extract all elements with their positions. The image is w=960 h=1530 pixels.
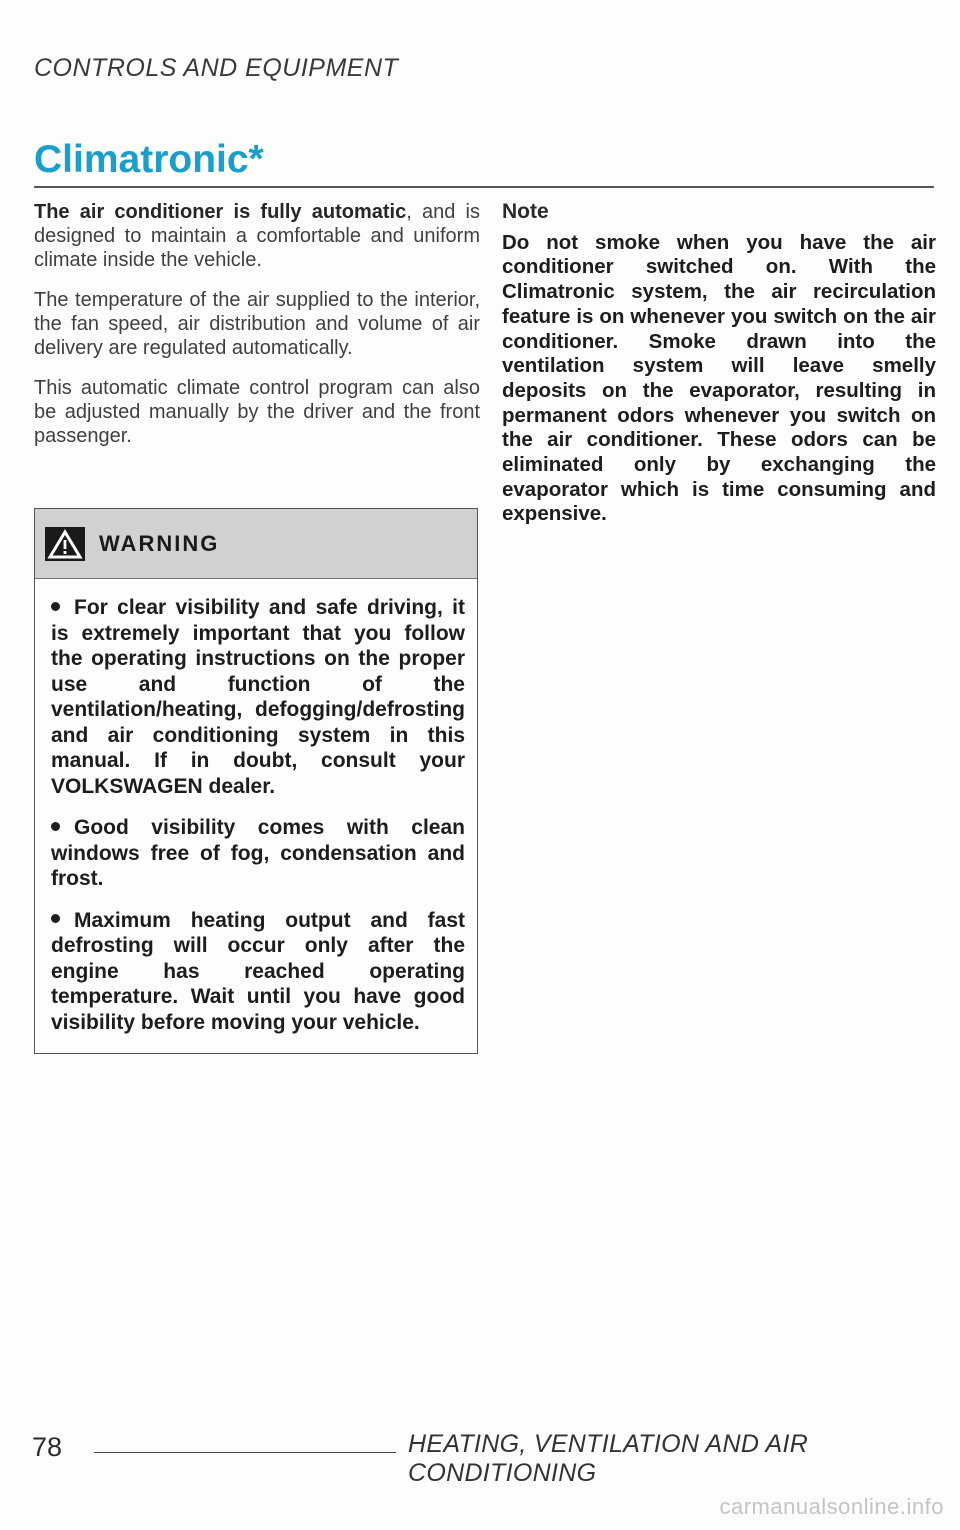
chapter-title: HEATING, VENTILATION AND AIR CONDITIONING (408, 1430, 809, 1487)
bullet-icon (51, 822, 60, 831)
warning-list (35, 579, 477, 1035)
warning-item-text: Good visibility comes with clean windows free of fog, condensation and frost. (51, 816, 465, 890)
warning-item (47, 595, 465, 799)
page-title: Climatronic* (34, 138, 264, 181)
intro-lead: The air conditioner is fully automatic (34, 201, 407, 223)
paragraph-temperature: The temperature of the air supplied to the interior, the fan speed, air distribution and volume of air delivery are regulated automatically. (34, 289, 480, 359)
warning-item (47, 908, 465, 1036)
intro-rest: , and is designed to maintain a comfortable and uniform climate inside the vehicle. (34, 201, 481, 271)
page-number: 78 (32, 1432, 63, 1462)
warning-item-text: Maximum heating output and fast defrosting will occur only after the engine has reached operating temperature. Wait until you have good visibility before moving your vehicle. (51, 908, 465, 1034)
paragraph-manual-adjust: This automatic climate control program can also be adjusted manually by the driver and the front passenger. (34, 377, 480, 447)
warning-title: WARNING (99, 530, 220, 556)
warning-triangle-icon (45, 527, 85, 561)
warning-box (34, 508, 478, 1054)
intro-paragraph (34, 200, 480, 272)
warning-item-text: For clear visibility and safe driving, it is extremely important that you follow the operating instructions on the proper use and function of the ventilation/heating, defogging/defrosting and air conditioning system in this manual. If in doubt, consult your VOLKSWAGEN dealer. (51, 596, 465, 798)
title-divider (34, 186, 934, 188)
right-column (502, 200, 936, 543)
section-header: CONTROLS AND EQUIPMENT (34, 54, 399, 82)
watermark: carmanualsonline.info (719, 1494, 944, 1519)
note-body: Do not smoke when you have the air conditioner switched on. With the Climatronic system, the air recirculation feature is on whenever you switch on the air conditioner. Smoke drawn into the ventilation system will leave smelly deposits on the evaporator, resulting in permanent odors whenever you switch on the air conditioner. These odors can be eliminated only by exchanging the evaporator which is time consuming and expensive. (502, 230, 936, 526)
note-title: Note (502, 200, 549, 223)
footer-divider (94, 1452, 396, 1453)
left-column (34, 200, 480, 464)
warning-header (35, 509, 477, 579)
bullet-icon (51, 602, 60, 611)
warning-item (47, 815, 465, 892)
bullet-icon (51, 914, 60, 923)
